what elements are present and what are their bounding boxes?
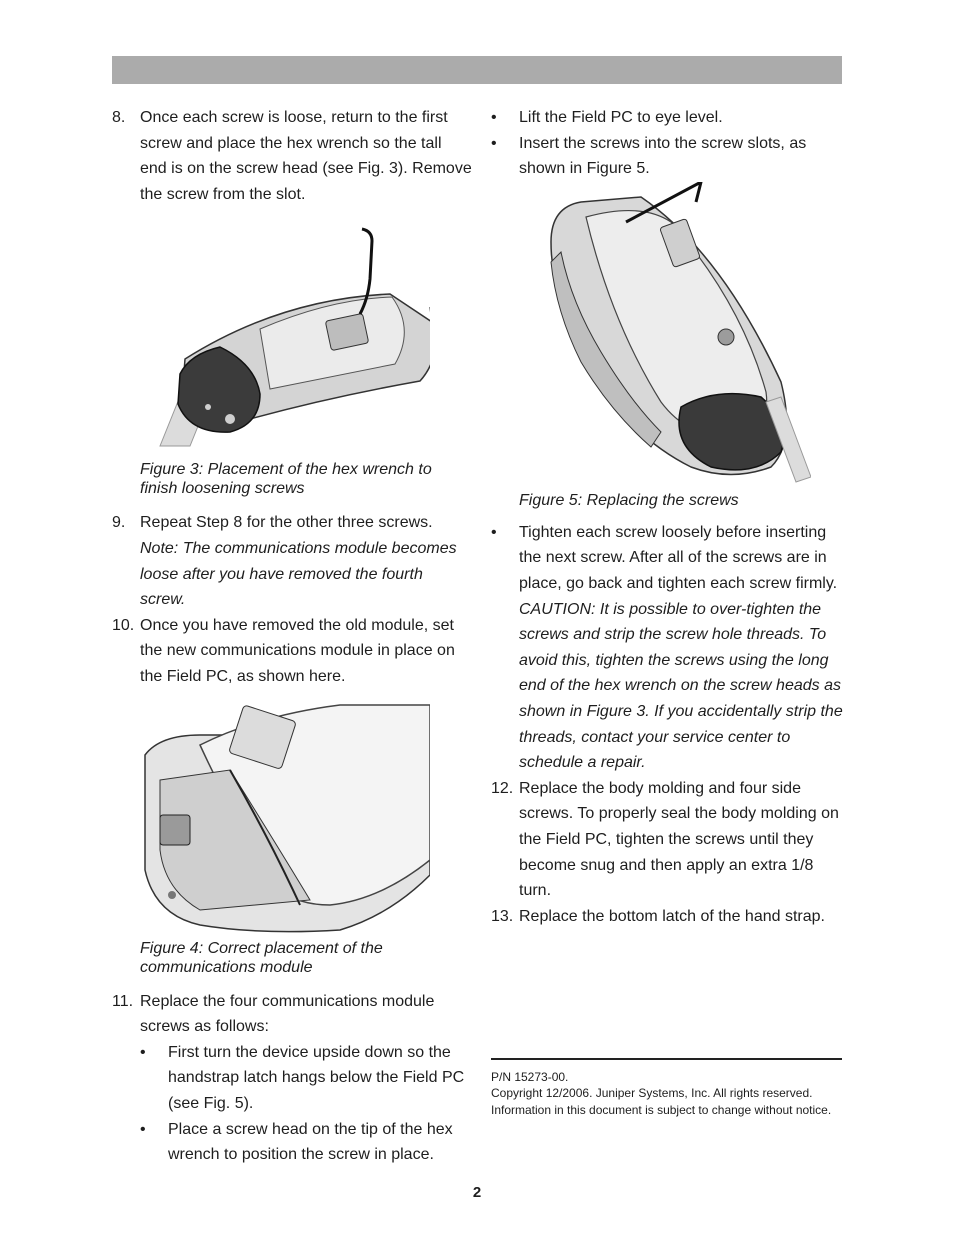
right-column	[491, 105, 843, 929]
list-item-text: Insert the screws into the screw slots, as shown in Figure 5.	[519, 134, 807, 178]
figure-3-caption: Figure 3: Placement of the hex wrench to finish loosening screws	[140, 461, 432, 498]
copyright-text: Copyright 12/2006. Juniper Systems, Inc. All rights reserved. Information in this document is subject to change without notice.	[491, 1086, 832, 1117]
step-number: 9.	[112, 514, 126, 532]
step-text: Replace the bottom latch of the hand strap.	[519, 907, 825, 925]
list-item-text: Tighten each screw loosely before inserting the next screw. After all of the screws are in place, go back and tighten each screw firmly.	[519, 523, 838, 592]
list-item	[491, 131, 843, 182]
figure-5-image	[541, 182, 811, 487]
step-number: 10.	[112, 616, 135, 634]
header-bar	[112, 56, 842, 84]
part-number: P/N 15273-00.	[491, 1070, 569, 1084]
step-8	[112, 105, 472, 207]
footer-divider	[491, 1058, 842, 1060]
list-item	[140, 1117, 472, 1168]
figure-4-image	[140, 700, 430, 935]
step-note: Note: The communications module becomes loose after you have removed the fourth screw.	[140, 539, 457, 609]
step-text: Repeat Step 8 for the other three screws.	[140, 514, 433, 532]
list-item	[491, 520, 843, 776]
bullet-marker: •	[491, 523, 497, 541]
page-number: 2	[472, 1184, 482, 1201]
step-9	[112, 510, 472, 612]
bullet-marker: •	[491, 134, 497, 152]
bullet-marker: •	[491, 109, 497, 126]
step-text: Replace the body molding and four side screws. To properly seal the body molding on the Field PC, tighten the screws until they become snug and then apply an extra 1/8 turn.	[519, 779, 839, 900]
step-10	[112, 613, 472, 690]
list-item	[140, 1040, 472, 1117]
step-11	[112, 989, 472, 1168]
left-column	[112, 105, 472, 1168]
figure-5-caption: Figure 5: Replacing the screws	[519, 491, 739, 509]
step-number: 11.	[112, 992, 134, 1010]
step-number: 12.	[491, 779, 514, 797]
step-13	[491, 904, 843, 930]
bullet-marker: •	[140, 1043, 146, 1061]
list-item-text: First turn the device upside down so the handstrap latch hangs below the Field PC (see Fig. 5).	[168, 1043, 465, 1112]
step-text: Replace the four communications module screws as follows:	[140, 992, 435, 1036]
footer	[491, 1069, 842, 1118]
figure-3-image	[130, 219, 430, 454]
caution-note: CAUTION: It is possible to over-tighten the screws and strip the screw hole threads. To avoid this, tighten the screws using the long end of the hex wrench on the screw heads as shown in Figure 3. If you accidentally strip the threads, contact your service center to schedule a repair.	[519, 600, 843, 772]
list-item	[491, 105, 843, 131]
list-item-text: Lift the Field PC to eye level.	[519, 109, 723, 126]
list-item-text: Place a screw head on the tip of the hex wrench to position the screw in place.	[168, 1120, 453, 1164]
figure-4-caption: Figure 4: Correct placement of the communications module	[140, 939, 383, 976]
bullet-marker: •	[140, 1120, 146, 1138]
step-12	[491, 776, 843, 904]
step-number: 8.	[112, 109, 126, 126]
step-text: Once each screw is loose, return to the first screw and place the hex wrench so the tall end is on the screw head (see Fig. 3). Remove the screw from the slot.	[140, 109, 472, 203]
step-number: 13.	[491, 907, 514, 925]
step-text: Once you have removed the old module, set the new communications module in place on the Field PC, as shown here.	[140, 616, 455, 685]
